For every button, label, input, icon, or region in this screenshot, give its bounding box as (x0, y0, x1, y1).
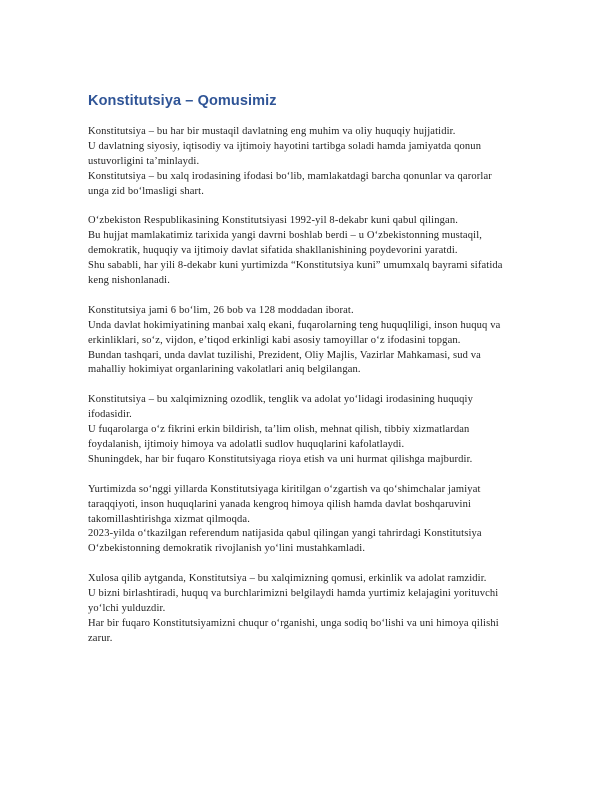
text-line: zarur. (88, 632, 113, 644)
text-line: O‘zbekiston Respublikasining Konstitutsiyasi 1992-yil 8-dekabr kuni qabul qilingan. (88, 215, 458, 227)
text-line: Har bir fuqaro Konstitutsiyamizni chuqur o‘rganishi, unga sodiq bo‘lishi va uni himoya qilishi (88, 617, 499, 629)
text-line: O‘zbekistonning demokratik rivojlanish yo‘lini mustahkamladi. (88, 543, 366, 555)
text-line: 2023-yilda o‘tkazilgan referendum natijasida qabul qilingan yangi tahrirdagi Konstitutsiya (88, 528, 482, 540)
text-line: Bundan tashqari, unda davlat tuzilishi, Prezident, Oliy Majlis, Vazirlar Mahkamasi, sud va (88, 349, 481, 361)
text-line: Shu sababli, har yili 8-dekabr kuni yurtimizda “Konstitutsiya kuni” umumxalq bayrami sifatida (88, 260, 503, 272)
text-line: Xulosa qilib aytganda, Konstitutsiya – bu xalqimizning qomusi, erkinlik va adolat ramzidir. (88, 573, 487, 585)
text-line: takomillashtirishga xizmat qilmoqda. (88, 513, 250, 525)
paragraph (88, 393, 542, 468)
paragraph (88, 572, 542, 647)
text-line: taraqqiyoti, inson huquqlarini yanada kengroq himoya qilish hamda davlat boshqaruvini (88, 498, 472, 510)
text-line: Yurtimizda so‘nggi yillarda Konstitutsiyaga kiritilgan o‘zgartish va qo‘shimchalar jamiyat (88, 483, 481, 495)
document-title: Konstitutsiya – Qomusimiz (88, 93, 277, 109)
text-line: Konstitutsiya – bu xalqimizning ozodlik, tenglik va adolat yo‘lidagi irodasining huquqiy (88, 394, 474, 406)
text-line: erkinliklari, so‘z, vijdon, e’tiqod erkinligi kabi asosiy tamoyillar o‘z ifodasini topgan. (88, 334, 461, 346)
text-line: Konstitutsiya – bu har bir mustaqil davlatning eng muhim va oliy huquqiy hujjatidir. (88, 126, 456, 137)
text-line: Konstitutsiya – bu xalq irodasining ifodasi bo‘lib, mamlakatdagi barcha qonunlar va qarorlar (88, 170, 492, 182)
text-line: keng nishonlanadi. (88, 275, 171, 287)
document-body (88, 125, 542, 647)
text-line: demokratik, huquqiy va ijtimoiy davlat sifatida shakllanishining poydevorini yaratdi. (88, 245, 458, 257)
text-line: Unda davlat hokimiyatining manbai xalq ekani, fuqarolarning teng huquqliligi, inson huquq va (88, 319, 501, 331)
text-line: mahalliy hokimiyat organlarining vakolatlari aniq belgilangan. (88, 364, 361, 376)
text-line: foydalanish, ijtimoiy himoya va adolatli sudlov huquqlarini kafolatlaydi. (88, 438, 405, 450)
text-line: ustuvorligini ta’minlaydi. (88, 155, 200, 167)
text-line: Shuningdek, har bir fuqaro Konstitutsiyaga rioya etish va uni hurmat qilishga majburdir. (88, 453, 473, 465)
text-line: U fuqarolarga o‘z fikrini erkin bildirish, ta’lim olish, mehnat qilish, tibbiy xizmatlardan (88, 424, 470, 436)
text-line: U davlatning siyosiy, iqtisodiy va ijtimoiy hayotini tartibga soladi hamda jamiyatda qonun (88, 140, 482, 152)
paragraph (88, 214, 542, 289)
text-line: Konstitutsiya jami 6 bo‘lim, 26 bob va 128 moddadan iborat. (88, 304, 354, 316)
text-line: Bu hujjat mamlakatimiz tarixida yangi davrni boshlab berdi – u O‘zbekistonning mustaqil, (88, 230, 483, 242)
text-line: unga zid bo‘lmasligi shart. (88, 185, 205, 197)
text-line: yo‘lchi yulduzdir. (88, 602, 166, 614)
text-line: ifodasidir. (88, 409, 132, 421)
text-line: U bizni birlashtiradi, huquq va burchlarimizni belgilaydi hamda yurtimiz kelajagini yorituvchi (88, 588, 499, 600)
paragraph (88, 304, 542, 379)
paragraph (88, 125, 542, 200)
paragraph (88, 483, 542, 558)
